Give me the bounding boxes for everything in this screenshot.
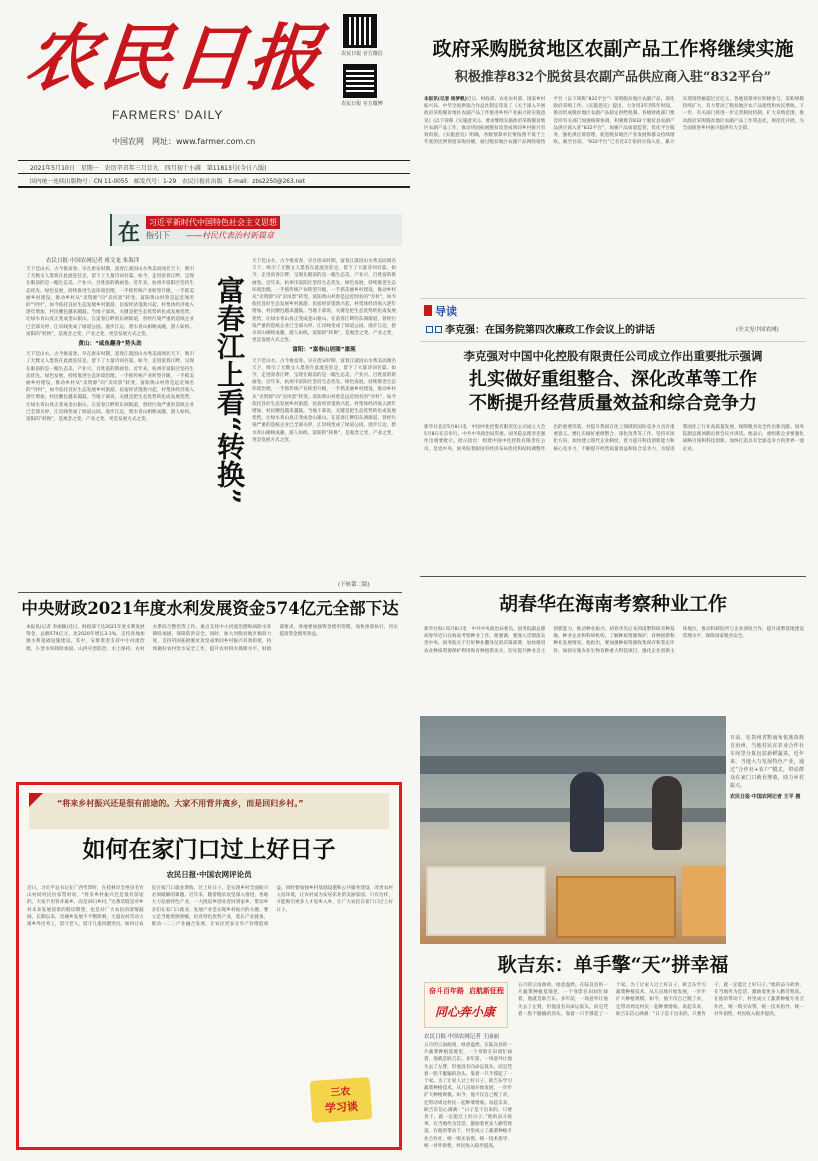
photo-crate-2 (556, 876, 676, 938)
fuchun-body-text-1: 天下佳山水，古今推富春。早在唐宋时期，富春江就因山水秀美而闻名天下，吸引了无数文人墨客在此流连驻足，留下了大量诗词名篇。如今，走进富春江畔，呈现在眼前的是一幅生态美、产业兴、百姓富的新画卷。近年来，杭州市富阳区坚持生态优先、绿色发展，持续推进生态环境治理，一手抓传统产业转型升级，一手抓美丽乡村建设，推动乡村从“卖资源”向“卖风景”转变。富阳黄山村曾是远近闻名的“穷村”，如今依托良好生态发展乡村旅游，民宿经济蓬勃兴起，村集体经济收入逐年增加，村民腰包越来越鼓。当地干部说，关键是把生态优势转化成发展优势，让绿水青山真正变成金山银山。在富春江畔的东洲街道，曾经污染严重的造纸企业已全部关停，江岸线变成了绿道公园。漫步江边，碧水青山相映成趣，游人如织。富阳的“转换”，是观念之变、产业之变，更是发展方式之变。 (26, 267, 194, 337)
gengjidong-body: 五月的云南曲靖，绿意盎然。在陆良县的一片蔬菜种植基地里，一个身影在田间忙碌着，他就是耿吉东。多年前，一场意外让他失去了左臂，但他没有向命运低头，而是凭着一股不服输的劲头，靠着一只手撑起了一个家。为了让家人过上好日子，耿吉东学习蔬菜种植技术，从几亩地开始发展，一步步扩大种植规模。如今，他不仅自己脱了贫，还带动周边村民一起种菜增收。说起未来，耿吉东信心满满：“日子是干出来的，只要肯干，就一定能过上好日子。”他的奋斗故事，在当地传为佳话，激励着更多人勤劳致富。在他的带动下，村里成立了蔬菜种植专业合作社，统一购买农资、统一技术指导、统一对外销售，村民收入稳步提高。 (518, 983, 804, 1017)
photo-crate-1 (426, 866, 546, 936)
column-banner-line1 (146, 216, 280, 229)
column-banner-line3: ——村民代表治村新篇章 (186, 231, 274, 240)
commentary-quote-mark-icon (29, 793, 43, 807)
toc-checkbox-icon-2 (435, 326, 442, 333)
toc-item[interactable] (426, 321, 655, 336)
gengjidong-body-left: 五月的云南曲靖，绿意盎然。在陆良县的一片蔬菜种植基地里，一个身影在田间忙碌着，他就是耿吉东。多年前，一场意外让他失去了左臂，但他没有向命运低头，而是凭着一股不服输的劲头，靠着一只手撑起了一个家。为了让家人过上好日子，耿吉东学习蔬菜种植技术，从几亩地开始发展，一步步扩大种植规模。如今，他不仅自己脱了贫，还带动周边村民一起种菜增收。说起未来，耿吉东信心满满：“日子是干出来的，只要肯干，就一定能过上好日子。”他的奋斗故事，在当地传为佳话，激励着更多人勤劳致富。在他的带动下，村里成立了蔬菜种植专业合作社，统一购买农资、统一技术指导、统一对外销售，村民收入稳步提高。 (424, 1043, 512, 1149)
lead-byline: 本报讯(记者 杨梦帆) (424, 97, 467, 102)
fuchun-body-text-2: 天下佳山水，古今推富春。早在唐宋时期，富春江就因山水秀美而闻名天下，吸引了无数文人墨客在此流连驻足，留下了大量诗词名篇。如今，走进富春江畔，呈现在眼前的是一幅生态美、产业兴、百姓富的新画卷。近年来，杭州市富阳区坚持生态优先、绿色发展，持续推进生态环境治理，一手抓传统产业转型升级，一手抓美丽乡村建设，推动乡村从“卖资源”向“卖风景”转变。富阳黄山村曾是远近闻名的“穷村”，如今依托良好生态发展乡村旅游，民宿经济蓬勃兴起，村集体经济收入逐年增加，村民腰包越来越鼓。当地干部说，关键是把生态优势转化成发展优势，让绿水青山真正变成金山银山。在富春江畔的东洲街道，曾经污染严重的造纸企业已全部关停，江岸线变成了绿道公园。漫步江边，碧水青山相映成趣，游人如织。富阳的“转换”，是观念之变、产业之变，更是发展方式之变。 (26, 352, 194, 423)
commentary-badge (310, 1077, 373, 1123)
lead-title: 政府采购脱贫地区农副产品工作将继续实施 (432, 38, 794, 60)
column-banner (110, 214, 402, 246)
commentary-quote: “将来乡村振兴还是很有前途的。大家不用背井离乡，而是回归乡村。” (57, 799, 304, 808)
commentary-box (16, 782, 402, 1150)
gengjidong-badge-1: 奋斗百年路 (429, 986, 464, 995)
column-banner-line1-text: 习近平新时代中国特色社会主义思想 (149, 218, 277, 227)
gengjidong-badge-2: 启航新征程 (469, 986, 504, 995)
photo-worker-1 (570, 772, 604, 852)
sinochem-kicker: 李克强对中国中化控股有限责任公司成立作出重要批示强调 (463, 349, 763, 363)
lead-body (424, 96, 804, 286)
fuchun-body-text-3: 天下佳山水，古今推富春。早在唐宋时期，富春江就因山水秀美而闻名天下，吸引了无数文人墨客在此流连驻足，留下了大量诗词名篇。如今，走进富春江畔，呈现在眼前的是一幅生态美、产业兴、百姓富的新画卷。近年来，杭州市富阳区坚持生态优先、绿色发展，持续推进生态环境治理，一手抓传统产业转型升级，一手抓美丽乡村建设，推动乡村从“卖资源”向“卖风景”转变。富阳黄山村曾是远近闻名的“穷村”，如今依托良好生态发展乡村旅游，民宿经济蓬勃兴起，村集体经济收入逐年增加，村民腰包越来越鼓。当地干部说，关键是把生态优势转化成发展优势，让绿水青山真正变成金山银山。在富春江畔的东洲街道，曾经污染严重的造纸企业已全部关停，江岸线变成了绿道公园。漫步江边，碧水青山相映成趣，游人如织。富阳的“转换”，是观念之变、产业之变，更是发展方式之变。 (252, 259, 396, 344)
huchunhua-body: 新华社海口5月8日电 中共中央政治局委员、国务院副总理胡春华近日在海南考察种业工作。他强调，要深入贯彻落实党中央、国务院关于打好种业翻身仗的决策部署，加快推进农业种质资源保护利用和育种创新攻关，切实提升种业自主创新能力，推动种业振兴。胡春华先后来到南繁科研育种基地、种业企业和科研机构，了解种质资源保护、育种创新和种业发展情况。他指出，要加强种质资源收集保存和鉴定评价，加快实施农业生物育种重大科技项目，强化企业创新主体地位，推动科研院所与企业深度合作，提升南繁基地建设管理水平，保障国家粮食安全。 (424, 627, 804, 654)
qr-caption-2: 农民日报 官方微博 (341, 101, 383, 107)
sinochem-body: 新华社北京5月8日电 中国中化控股有限责任公司成立大会5月8日在京举行。中共中央政治局常委、国务院总理李克强作出重要批示。批示指出：组建中国中化控股有限责任公司，是党中央、国务院着眼国有经济布局优化和结构调整作出的重要决策，对提升我国在化工领域的国际竞争力具有重要意义。要扎实做好重组整合、深化改革等工作，坚持市场化方向，加快建立现代企业制度，着力提升科技创新能力和核心竞争力，不断提升经营质量效益和综合竞争力，为促进我国化工行业高质量发展、保障粮食安全作出新贡献。国务院副总理刘鹤出席会议并讲话。他表示，重组新企业要强化战略引领和科技创新，加快打造具有全球竞争力的世界一流企业。 (424, 425, 804, 452)
masthead (18, 8, 410, 220)
photo-caption (730, 734, 804, 944)
sinochem-title-2: 不断提升经营质量效益和综合竞争力 (469, 393, 757, 414)
fuchun-vertical-title (200, 276, 246, 576)
water-title: 中央财政2021年度水利发展资金574亿元全部下达 (21, 599, 399, 618)
fuchun-body-left (26, 266, 194, 582)
toc-label (424, 303, 457, 319)
fuchun-byline: 农民日报·中国农网记者 蒋文龙 朱海洋 (46, 258, 140, 264)
toc-note: (全文见中国农网) (736, 327, 779, 333)
commentary-byline: 农民日报·中国农网评论员 (166, 870, 252, 879)
masthead-rule-bottom (18, 186, 410, 188)
huchunhua-story (420, 576, 806, 712)
toc-marker-icon (424, 305, 432, 316)
fuchun-section-1: 黄山：“咸鱼翻身”势头劲 (78, 341, 142, 348)
masthead-rule-top (18, 160, 410, 161)
qr-caption-1: 农民日报 官方微信 (341, 51, 383, 57)
gengjidong-badge-3: 同心奔小康 (435, 1005, 496, 1019)
qr-code-2 (343, 64, 377, 98)
photo-shelf-1 (420, 756, 726, 774)
masthead-title: 农民日报 (21, 15, 327, 100)
fuchun-body-text-4: 天下佳山水，古今推富春。早在唐宋时期，富春江就因山水秀美而闻名天下，吸引了无数文人墨客在此流连驻足，留下了大量诗词名篇。如今，走进富春江畔，呈现在眼前的是一幅生态美、产业兴、百姓富的新画卷。近年来，杭州市富阳区坚持生态优先、绿色发展，持续推进生态环境治理，一手抓传统产业转型升级，一手抓美丽乡村建设，推动乡村从“卖资源”向“卖风景”转变。富阳黄山村曾是远近闻名的“穷村”，如今依托良好生态发展乡村旅游，民宿经济蓬勃兴起，村集体经济收入逐年增加，村民腰包越来越鼓。当地干部说，关键是把生态优势转化成发展优势，让绿水青山真正变成金山银山。在富春江畔的东洲街道，曾经污染严重的造纸企业已全部关停，江岸线变成了绿道公园。漫步江边，碧水青山相映成趣，游人如织。富阳的“转换”，是观念之变、产业之变，更是发展方式之变。 (252, 358, 396, 443)
lead-body-text: 近日，财政部、农业农村部、国家乡村振兴局、中华全国供销合作总社制定印发了《关于深入开展政府采购脱贫地区农副产品工作推进乡村产业振兴的实施意见》(以下简称《实施意见》)。要求继续实施政府采购脱贫地区农副产品工作，推动巩固拓展脱贫攻坚成果同乡村振兴有效衔接。《实施意见》明确，各级预算单位要按照不低于上年度的比例预留采购份额，通过脱贫地区农副产品网络销售平台（以下简称“832平台”）采购脱贫地区农副产品，深化政府采购工作。《实施意见》提出，力争用3年到5年时间，推动形成脱贫地区农副产品稳定供给机制，各级财政部门要会同有关部门加强统筹协调，积极推荐832个脱贫县农副产品供应商入驻“832平台”，加强产品质量监管，优化平台服务，强化供应商管理，促进脱贫地区产业发展和群众持续增收。截至目前，“832平台”已有近2万家供应商入驻，累计实现销售额超过百亿元。各地预算单位积极参与，采购规模持续扩大，有力带动了脱贫地区农产品销售和农民增收。下一步，有关部门将进一步完善制度机制，扩大采购范围，推动政府采购脱贫地区农副产品工作常态化、规范化开展，为全面推进乡村振兴提供有力支撑。 (424, 97, 804, 146)
toc-box (420, 298, 806, 342)
masthead-date: 2021年5月10日 星期一 农历辛丑年三月廿九 四月初十小满 第11813号(今日八版) (30, 165, 267, 172)
toc-item-text: 李克强：在国务院第四次廉政工作会议上的讲话 (445, 325, 655, 336)
water-story (18, 592, 402, 776)
column-banner-line2: 指引下 (146, 231, 170, 240)
fuchun-feature (18, 250, 402, 590)
fuchun-body-right (252, 258, 396, 574)
toc-label-text: 导读 (435, 305, 457, 318)
water-rule (18, 592, 402, 593)
masthead-rule-mid (18, 173, 410, 174)
photo-crate-3 (682, 866, 726, 936)
photo-worker-2 (652, 776, 682, 850)
news-photo (420, 716, 726, 944)
qr-code-1 (343, 14, 377, 48)
gengjidong-story (420, 946, 806, 1154)
huchunhua-rule (420, 576, 806, 577)
photo-caption-credit: 农民日报·中国农网记者 王平 摄 (730, 794, 801, 800)
gengjidong-byline: 农民日报·中国农网记者 王丽丽 (424, 1034, 499, 1040)
gengjidong-title: 耿吉东：单手擎“天”拼幸福 (497, 954, 729, 976)
lead-story (420, 16, 806, 294)
commentary-badge-line1: 三农 (330, 1086, 351, 1099)
commentary-quote-band (29, 793, 389, 829)
commentary-title: 如何在家门口过上好日子 (82, 836, 336, 863)
gengjidong-badge (424, 982, 508, 1028)
fuchun-section-2: 富阳：“富春山居图”重现 (292, 347, 356, 354)
huchunhua-title: 胡春华在海南考察种业工作 (498, 593, 727, 615)
sinochem-story (420, 346, 806, 572)
photo-caption-text: 日前，在贵州省黔南布依族苗族自治州，当地村民在农业合作社车间里分拣包装新鲜蔬菜。近年来，当地大力发展特色产业，通过“合作社+农户”模式，带动群众在家门口就业增收，助力乡村振兴。 (730, 735, 804, 789)
masthead-issn: 国内统一连续出版物号：CN 11-0055 邮发代号：1-29 农民日报社出版 E-mail：zbs2250@263.net (30, 179, 306, 185)
sinochem-title-1: 扎实做好重组整合、深化改革等工作 (469, 369, 757, 390)
column-banner-badge: 在 (118, 220, 141, 246)
water-body: 本报讯(记者 李丽颖)近日，财政部下达2021年度水利发展资金，总额574亿元，比2020年增长3.1%，支持各地加强水利基础设施建设。其中，安排资金支持中小河流治理、小型水库除险加固、山洪灾害防治、水土保持、农村水系综合整治等工作。重点支持中小河流治理和病险水库除险加固，保障防洪安全。同时，加大对脱贫地区倾斜力度，支持巩固拓展脱贫攻坚成果同乡村振兴有效衔接，持续做好农村饮水安全工作，提升农村供水保障水平。财政部要求，各地要加强资金使用管理，加快预算执行，切实提高资金使用效益。 (26, 625, 398, 652)
commentary-badge-line2: 学习谈 (324, 1099, 359, 1116)
fuchun-vertical-title-text: 富春江上看“转换” (213, 276, 246, 505)
fuchun-continued: (下转第二版) (338, 582, 370, 588)
toc-checkbox-icon (426, 326, 433, 333)
masthead-english: FARMERS' DAILY (112, 108, 224, 122)
commentary-body: 近日，习近平总书记在广西考察时，在桂林市全州县毛竹山村同村民拉家常时说，“将来乡村振兴还是很有前途的。大家不用背井离乡，而是回归乡村。”这番话既是对乡村未来发展前景的殷切期望，也是对广大农民的深情鼓励。长期以来，受城乡发展不平衡影响，大量农村劳动力离乡外出务工，留守老人、留守儿童问题突出。如何让农民在家门口就业增收、过上好日子，是实现乡村全面振兴必须破解的课题。近年来，随着脱贫攻坚深入推进，各地大力发展特色产业，一大批返乡创业者回到家乡，带动乡亲们在家门口就业。发展产业是实现乡村振兴的关键。要立足当地资源禀赋，培育特色优势产业，延长产业链条，推动一二三产业融合发展，让农民更多分享产业增值收益。同时要加强乡村基础设施和公共服务建设，改善农村人居环境，让农村成为安居乐业的美丽家园。只有这样，才能吸引更多人才返乡入乡，让广大农民在家门口过上好日子。 (27, 886, 393, 928)
lead-subtitle: 积极推荐832个脱贫县农副产品供应商入驻“832平台” (454, 70, 772, 85)
masthead-sponsor: 中国农网 网址：www.farmer.com.cn (112, 137, 256, 146)
